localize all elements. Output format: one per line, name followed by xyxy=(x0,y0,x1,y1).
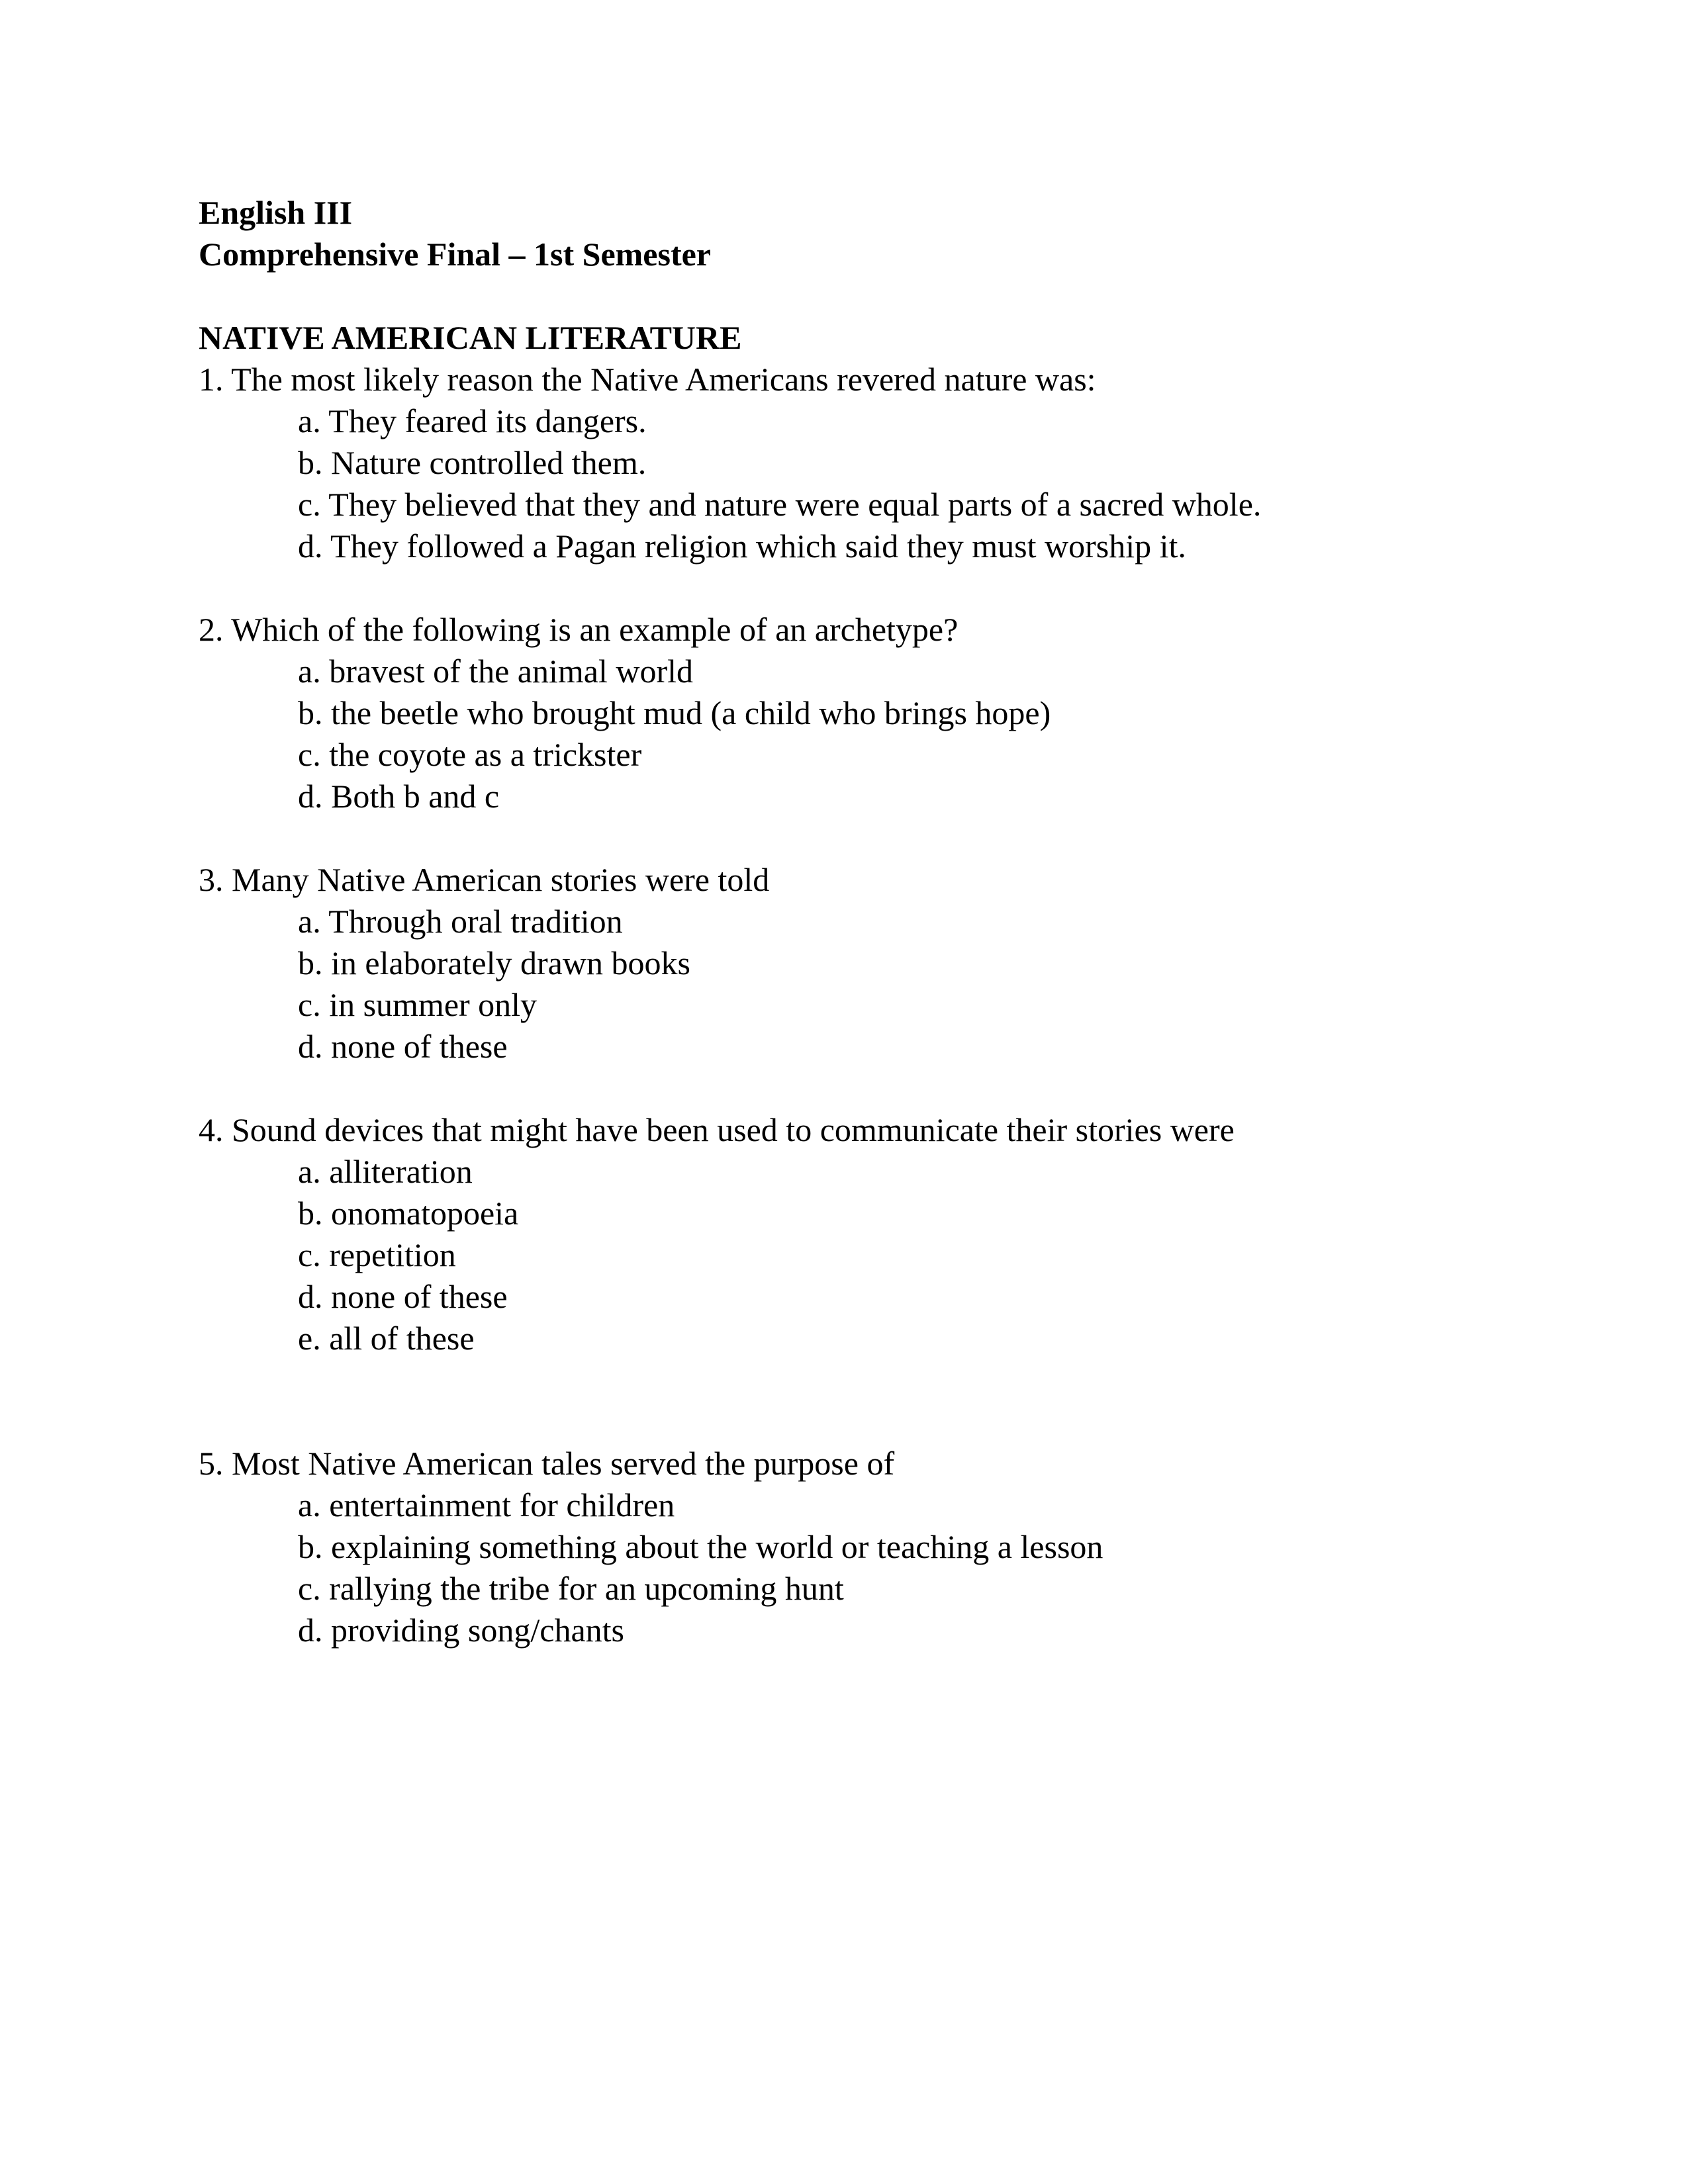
question-3-option-c: c. in summer only xyxy=(298,986,538,1023)
question-4-option-c: c. repetition xyxy=(298,1236,456,1273)
question-2 xyxy=(199,609,1489,817)
question-1 xyxy=(199,359,1489,567)
question-5-option-b: b. explaining something about the world or teaching a lesson xyxy=(298,1528,1103,1565)
question-4-option-a: a. alliteration xyxy=(298,1153,473,1190)
question-1-option-c: c. They believed that they and nature were equal parts of a sacred whole. xyxy=(298,486,1262,523)
question-3-option-b: b. in elaborately drawn books xyxy=(298,944,690,981)
question-2-option-b: b. the beetle who brought mud (a child who brings hope) xyxy=(298,694,1051,731)
question-3-text: 3. Many Native American stories were told xyxy=(199,861,770,898)
question-1-option-a: a. They feared its dangers. xyxy=(298,402,647,439)
question-3-option-d: d. none of these xyxy=(298,1028,508,1065)
course-title: English III xyxy=(199,194,353,231)
question-2-option-d: d. Both b and c xyxy=(298,778,500,815)
exam-title: Comprehensive Final – 1st Semester xyxy=(199,236,711,273)
question-4-option-d: d. none of these xyxy=(298,1278,508,1315)
question-2-text: 2. Which of the following is an example of an archetype? xyxy=(199,611,959,648)
question-2-option-c: c. the coyote as a trickster xyxy=(298,736,642,773)
question-4-option-e: e. all of these xyxy=(298,1320,475,1357)
question-1-option-d: d. They followed a Pagan religion which said they must worship it. xyxy=(298,527,1186,565)
question-4-option-b: b. onomatopoeia xyxy=(298,1195,519,1232)
question-1-text: 1. The most likely reason the Native Americans revered nature was: xyxy=(199,361,1096,398)
question-1-option-b: b. Nature controlled them. xyxy=(298,444,647,481)
question-2-option-a: a. bravest of the animal world xyxy=(298,653,694,690)
question-4 xyxy=(199,1109,1489,1359)
question-5-text: 5. Most Native American tales served the purpose of xyxy=(199,1445,895,1482)
question-3 xyxy=(199,859,1489,1068)
question-5-option-d: d. providing song/chants xyxy=(298,1612,625,1649)
question-5-option-c: c. rallying the tribe for an upcoming hunt xyxy=(298,1570,844,1607)
section-title: NATIVE AMERICAN LITERATURE xyxy=(199,319,742,356)
question-3-option-a: a. Through oral tradition xyxy=(298,903,623,940)
question-5-option-a: a. entertainment for children xyxy=(298,1486,675,1524)
question-4-text: 4. Sound devices that might have been used to communicate their stories were xyxy=(199,1111,1235,1148)
question-5 xyxy=(199,1443,1489,1651)
document-header xyxy=(199,192,1489,275)
